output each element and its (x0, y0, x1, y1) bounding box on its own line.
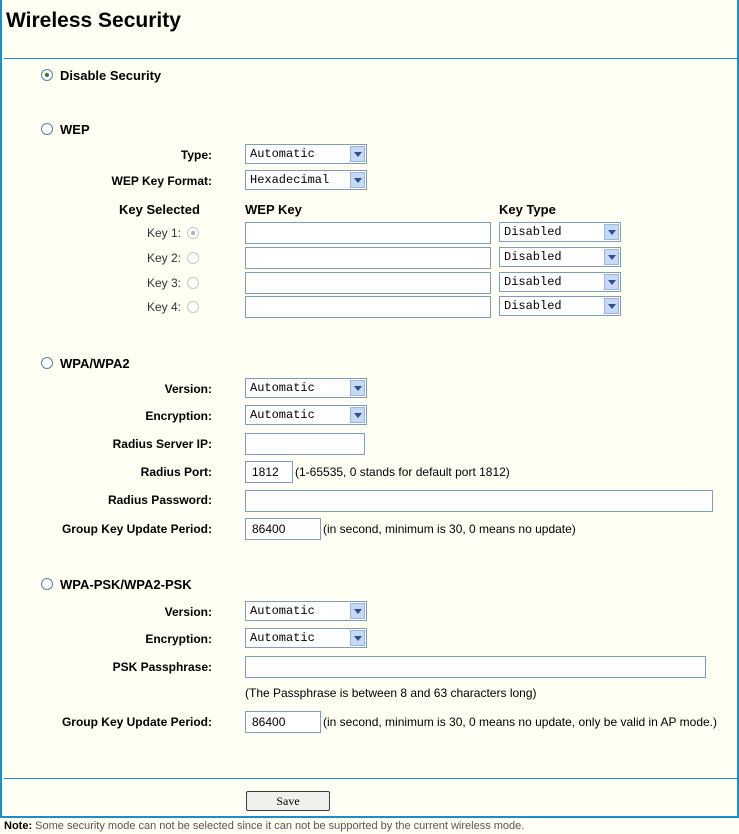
psk-group-key-label: Group Key Update Period: (61, 715, 212, 729)
note-text: Some security mode can not be selected since it can not be supported by the current wireless mode. (35, 820, 525, 832)
radius-password-label: Radius Password: (107, 493, 212, 507)
chevron-down-icon (604, 274, 619, 290)
key-1-radio[interactable] (187, 227, 199, 239)
title-divider (4, 58, 737, 59)
chevron-down-icon (350, 630, 365, 646)
radius-ip-label: Radius Server IP: (112, 437, 212, 451)
wpa-encryption-label: Encryption: (145, 409, 212, 423)
key-2-type-value: Disabled (504, 250, 562, 264)
wep-type-select[interactable] (245, 144, 367, 164)
wpa-encryption-value: Automatic (250, 408, 315, 422)
psk-encryption-select[interactable] (245, 628, 367, 648)
psk-version-label: Version: (164, 605, 212, 619)
key-4-type-value: Disabled (504, 299, 562, 313)
radius-port-hint: (1-65535, 0 stands for default port 1812) (295, 465, 510, 479)
wpa-version-label: Version: (164, 382, 212, 396)
key-1-type-select[interactable] (499, 222, 621, 242)
col-key-type: Key Type (499, 202, 556, 217)
key-2-input[interactable] (245, 247, 491, 269)
chevron-down-icon (604, 298, 619, 314)
key-3-input[interactable] (245, 272, 491, 294)
key-3-label: Key 3: (147, 276, 182, 290)
key-1-type-value: Disabled (504, 225, 562, 239)
psk-passphrase-label: PSK Passphrase: (112, 660, 212, 674)
chevron-down-icon (350, 603, 365, 619)
radius-password-input[interactable] (245, 490, 713, 512)
wep-format-select[interactable] (245, 170, 367, 190)
key-1-input[interactable] (245, 222, 491, 244)
chevron-down-icon (350, 146, 365, 162)
footer-note (4, 820, 524, 832)
save-button[interactable]: Save (246, 791, 330, 811)
psk-version-value: Automatic (250, 604, 315, 618)
disable-security-radio[interactable] (41, 69, 53, 81)
chevron-down-icon (604, 224, 619, 240)
psk-group-key-input[interactable]: 86400 (245, 711, 321, 733)
wep-type-value: Automatic (250, 147, 315, 161)
psk-encryption-value: Automatic (250, 631, 315, 645)
chevron-down-icon (350, 380, 365, 396)
chevron-down-icon (604, 249, 619, 265)
wpa-encryption-select[interactable] (245, 405, 367, 425)
key-2-radio[interactable] (187, 252, 199, 264)
wpa-label: WPA/WPA2 (60, 356, 130, 371)
psk-radio[interactable] (41, 578, 53, 590)
psk-label: WPA-PSK/WPA2-PSK (60, 577, 192, 592)
radius-port-input[interactable]: 1812 (245, 461, 293, 483)
wep-radio[interactable] (41, 123, 53, 135)
key-4-label: Key 4: (147, 300, 182, 314)
frame-bottom-border (0, 816, 739, 818)
wpa-group-key-label: Group Key Update Period: (61, 522, 212, 536)
psk-group-key-hint: (in second, minimum is 30, 0 means no update, only be valid in AP mode.) (323, 715, 717, 729)
key-4-type-select[interactable] (499, 296, 621, 316)
chevron-down-icon (350, 172, 365, 188)
psk-passphrase-hint: (The Passphrase is between 8 and 63 characters long) (245, 686, 537, 700)
wpa-version-value: Automatic (250, 381, 315, 395)
note-label: Note: (4, 820, 33, 832)
key-1-label: Key 1: (147, 226, 182, 240)
wep-label: WEP (60, 122, 90, 137)
key-3-type-select[interactable] (499, 272, 621, 292)
wep-format-value: Hexadecimal (250, 173, 330, 187)
key-3-type-value: Disabled (504, 275, 562, 289)
col-key-selected: Key Selected (119, 202, 200, 217)
key-4-input[interactable] (245, 296, 491, 318)
key-2-type-select[interactable] (499, 247, 621, 267)
chevron-down-icon (350, 407, 365, 423)
wep-type-label: Type: (180, 148, 212, 162)
psk-encryption-label: Encryption: (145, 632, 212, 646)
radius-ip-input[interactable] (245, 433, 365, 455)
wpa-group-key-hint: (in second, minimum is 30, 0 means no update) (323, 522, 576, 536)
key-2-label: Key 2: (147, 251, 182, 265)
wpa-version-select[interactable] (245, 378, 367, 398)
wep-format-label: WEP Key Format: (111, 174, 212, 188)
disable-security-label: Disable Security (60, 68, 162, 83)
footer-divider (4, 778, 737, 779)
psk-version-select[interactable] (245, 601, 367, 621)
key-3-radio[interactable] (187, 277, 199, 289)
key-4-radio[interactable] (187, 301, 199, 313)
radius-port-label: Radius Port: (140, 465, 212, 479)
psk-passphrase-input[interactable] (245, 656, 706, 678)
wpa-radio[interactable] (41, 357, 53, 369)
wpa-group-key-input[interactable]: 86400 (245, 518, 321, 540)
page-title: Wireless Security (6, 9, 181, 32)
col-wep-key: WEP Key (245, 202, 302, 217)
